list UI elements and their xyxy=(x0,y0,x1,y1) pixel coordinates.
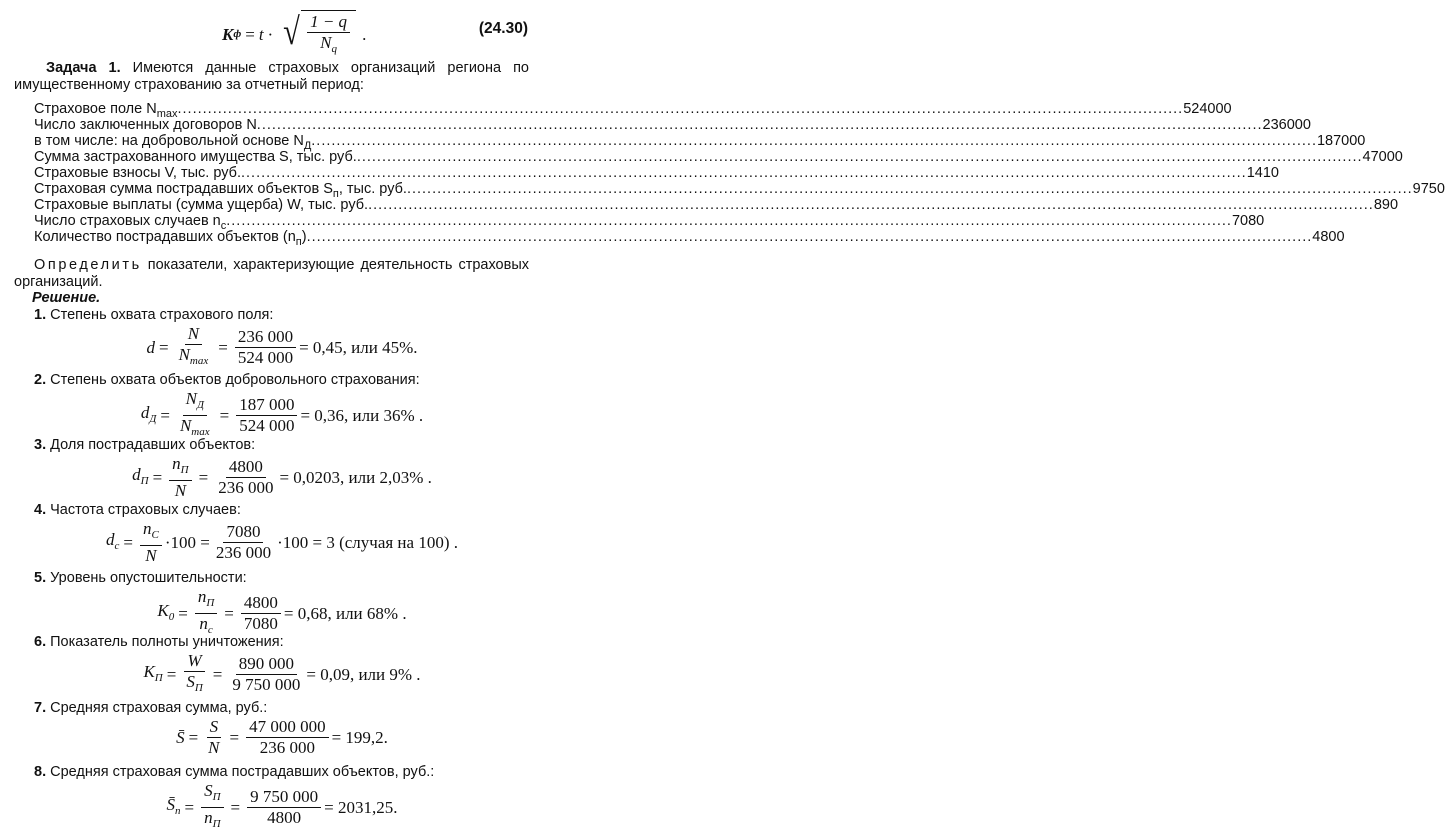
numeric-fraction xyxy=(215,458,276,497)
data-row-value: 4800 xyxy=(1312,229,1345,245)
data-row xyxy=(34,117,1311,133)
fraction-numerator-sub: П xyxy=(212,791,221,803)
fraction-denominator: 524 000 xyxy=(237,348,294,367)
data-row-label xyxy=(34,229,307,248)
fraction-numerator xyxy=(185,325,202,345)
fraction-numerator-sub: С xyxy=(151,529,159,541)
data-row-label-sub: п xyxy=(332,188,339,200)
step-title xyxy=(34,700,530,717)
formula-lhs xyxy=(106,531,119,555)
data-row-label-sub: max xyxy=(156,108,178,120)
data-row-label-sub: Д xyxy=(303,140,312,152)
step-title-text: Доля пострадавших объектов: xyxy=(50,437,256,453)
numeric-fraction xyxy=(235,328,296,367)
symbolic-fraction xyxy=(140,520,162,565)
formula-lhs-sub: Д xyxy=(149,412,157,425)
formula-result: = 199,2. xyxy=(331,728,388,747)
numeric-fraction xyxy=(246,718,329,757)
step-formula xyxy=(34,588,530,639)
equals-sign: = xyxy=(178,604,188,623)
data-row xyxy=(34,197,1399,213)
fraction-numerator-main: n xyxy=(142,519,152,538)
step-number: 4. xyxy=(34,502,47,518)
equals-sign: = xyxy=(152,468,163,487)
data-row-label xyxy=(34,101,178,120)
dot-operator: · xyxy=(267,24,274,44)
fraction-numerator-sub: П xyxy=(180,464,189,476)
leader-dots: ........................................................................................................................................................................................................ xyxy=(311,133,1317,149)
formula-result: = 0,45, или 45%. xyxy=(299,338,418,357)
fraction-denominator-main: N xyxy=(178,345,190,364)
data-row xyxy=(34,101,1232,120)
formula-lhs xyxy=(143,663,162,687)
fraction-numerator: 4800 xyxy=(241,594,281,614)
data-row-label-text: Сумма застрахованного имущества S, тыс. руб. xyxy=(34,149,357,165)
step-formula xyxy=(34,325,530,370)
solution-step xyxy=(34,764,530,830)
numeric-fraction xyxy=(236,396,297,435)
fraction-denominator-main: N xyxy=(179,416,192,435)
leader-dots: ........................................................................................................................................................................................................ xyxy=(406,181,1413,197)
fraction-numerator-main: N xyxy=(185,389,197,408)
radicand-fraction xyxy=(307,13,350,58)
formula-lhs xyxy=(167,796,181,820)
data-row xyxy=(34,149,1403,165)
formula-lhs-main: d xyxy=(106,529,115,549)
data-row-value: 9750 xyxy=(1412,181,1445,197)
data-row-label-sub: п xyxy=(295,236,302,248)
formula-lhs-main: K xyxy=(143,661,155,681)
leader-dots: ........................................................................................................................................................................................................ xyxy=(241,165,1247,181)
leader-dots: ........................................................................................................................................................................................................ xyxy=(368,197,1374,213)
step-title xyxy=(34,502,530,519)
fraction-denominator-sub: П xyxy=(194,682,203,694)
formula-period: . xyxy=(362,24,367,44)
step-title xyxy=(34,570,530,587)
data-row-value: 524000 xyxy=(1183,101,1232,117)
fraction-numerator: 47 000 000 xyxy=(246,718,329,738)
square-root xyxy=(281,10,356,58)
fraction-numerator: 9 750 000 xyxy=(247,788,321,808)
fraction-numerator: 7080 xyxy=(223,523,263,543)
data-row-label xyxy=(34,149,357,165)
step-number: 7. xyxy=(34,700,47,716)
equals-sign: = xyxy=(158,338,169,357)
step-title xyxy=(34,372,530,389)
step-title-text: Частота страховых случаев: xyxy=(50,502,241,518)
symbolic-fraction xyxy=(169,455,191,500)
solution-step xyxy=(34,700,530,757)
data-row-label-after: ) xyxy=(301,229,307,245)
formula-lhs-main: S̄ xyxy=(166,794,175,814)
formula-lhs xyxy=(141,404,157,428)
fraction-denominator-main: N xyxy=(208,738,220,757)
fraction-denominator xyxy=(176,345,212,370)
radicand-denominator-main: N xyxy=(320,33,332,52)
formula-lhs-main: K xyxy=(157,600,169,620)
formula-result: = 0,09, или 9% . xyxy=(306,665,421,684)
fraction-numerator-main: N xyxy=(187,324,200,343)
leader-dots: ........................................................................................................................................................................................................ xyxy=(256,117,1263,133)
formula-24-30-expression xyxy=(222,10,366,58)
step-formula xyxy=(34,520,530,565)
fraction-numerator xyxy=(195,588,217,614)
fraction-numerator: 236 000 xyxy=(235,328,296,348)
formula-lhs-sub: п xyxy=(175,804,181,817)
fraction-numerator-main: n xyxy=(197,587,207,606)
formula-lhs-main: S̄ xyxy=(176,728,185,747)
radicand-denominator xyxy=(317,33,340,58)
fraction-numerator xyxy=(201,782,223,808)
radicand-numerator: 1 − q xyxy=(307,13,350,33)
equals-sign: = xyxy=(230,798,241,817)
fraction-numerator xyxy=(184,652,204,672)
equals-sign: = xyxy=(160,406,170,425)
step-title-text: Уровень опустошительности: xyxy=(50,570,247,586)
fraction-denominator: 9 750 000 xyxy=(232,675,301,694)
task-intro xyxy=(14,60,529,94)
fraction-denominator-sub: П xyxy=(212,818,221,830)
data-row xyxy=(34,165,1279,181)
formula-t: t xyxy=(258,24,264,44)
data-row-value: 47000 xyxy=(1362,149,1403,165)
formula-result: = 2031,25. xyxy=(324,798,398,817)
formula-lhs: K xyxy=(222,24,234,44)
step-formula xyxy=(34,652,530,697)
step-title-text: Показатель полноты уничтожения: xyxy=(50,634,284,650)
fraction-denominator-sub: с xyxy=(207,624,213,636)
step-number: 1. xyxy=(34,307,47,323)
fraction-numerator-main: S xyxy=(209,717,219,736)
data-row-value: 236000 xyxy=(1262,117,1311,133)
step-number: 3. xyxy=(34,437,47,453)
formula-24-30 xyxy=(0,8,540,66)
fraction-numerator: 890 000 xyxy=(236,655,297,675)
fraction-denominator-main: S xyxy=(186,672,195,691)
fraction-denominator xyxy=(172,481,189,500)
fraction-denominator-sub: max xyxy=(191,426,210,438)
data-row-label xyxy=(34,117,257,133)
equals-sign: = xyxy=(229,728,240,747)
step-title xyxy=(34,764,530,781)
data-row-label-text: Число страховых случаев n xyxy=(34,213,221,229)
data-table xyxy=(34,101,1445,248)
fraction-denominator: 524 000 xyxy=(239,416,295,435)
symbolic-fraction xyxy=(183,652,205,697)
data-row-value: 1410 xyxy=(1246,165,1279,181)
fraction-numerator xyxy=(140,520,162,546)
fraction-denominator xyxy=(205,738,222,757)
radicand xyxy=(301,10,356,58)
radical-sign-icon: √ xyxy=(283,11,300,53)
step-number: 5. xyxy=(34,570,47,586)
solution-step xyxy=(34,634,530,694)
fraction-denominator: 236 000 xyxy=(259,738,315,757)
fraction-denominator: 236 000 xyxy=(215,543,272,562)
step-number: 2. xyxy=(34,372,47,388)
leader-dots: ........................................................................................................................................................................................................ xyxy=(356,149,1363,165)
step-title-text: Средняя страховая сумма, руб.: xyxy=(50,700,268,716)
data-row-label-text: Страховое поле N xyxy=(34,101,157,117)
fraction-denominator-main: n xyxy=(204,808,213,827)
data-row xyxy=(34,181,1445,200)
data-row-label-text: Страховые взносы V, тыс. руб. xyxy=(34,165,241,181)
numeric-fraction xyxy=(213,523,274,562)
radicand-denominator-sub: q xyxy=(331,43,337,55)
fraction-denominator: 7080 xyxy=(243,614,278,633)
solution-step xyxy=(34,437,530,500)
fraction-denominator-main: N xyxy=(145,546,157,565)
step-title-text: Степень охвата страхового поля: xyxy=(50,307,274,323)
formula-lhs-sub: ф xyxy=(233,27,242,40)
formula-lhs-sub: П xyxy=(140,474,149,487)
fraction-denominator-sub: max xyxy=(189,355,209,367)
equals-sign: = xyxy=(245,24,255,44)
formula-result: = 0,0203, или 2,03% . xyxy=(279,468,432,487)
step-title-text: Средняя страховая сумма пострадавших объектов, руб.: xyxy=(50,764,435,780)
symbolic-fraction xyxy=(177,390,213,441)
step-title-text: Степень охвата объектов добровольного страхования: xyxy=(50,372,420,388)
data-row-value: 187000 xyxy=(1316,133,1366,149)
fraction-denominator xyxy=(201,808,223,833)
data-row-label-text: Страховая сумма пострадавших объектов S xyxy=(34,181,333,197)
formula-lhs-sub: П xyxy=(154,671,163,684)
data-row xyxy=(34,229,1345,248)
data-row-label-after: , тыс. руб. xyxy=(338,181,407,197)
multiplier: ·100 = xyxy=(164,533,210,552)
symbolic-fraction xyxy=(195,588,217,639)
fraction-numerator-main: W xyxy=(187,651,202,670)
fraction-numerator: 187 000 xyxy=(236,396,297,416)
solution-heading: Решение. xyxy=(32,290,101,306)
numeric-fraction xyxy=(247,788,321,827)
data-row-label-text: Страховые выплаты (сумма ущерба) W, тыс. руб. xyxy=(34,197,369,213)
formula-lhs-sub: 0 xyxy=(168,610,175,623)
equals-sign: = xyxy=(212,665,223,684)
data-row-label-text: Количество пострадавших объектов (n xyxy=(34,229,296,245)
fraction-numerator xyxy=(183,390,207,416)
task-heading: Задача 1. xyxy=(46,60,121,76)
fraction-denominator xyxy=(183,672,205,697)
data-row-label-text: в том числе: на добровольной основе N xyxy=(34,133,304,149)
leader-dots: ........................................................................................................................................................................................................ xyxy=(226,213,1232,229)
formula-lhs xyxy=(157,602,174,626)
fraction-denominator xyxy=(142,546,159,565)
data-row-label xyxy=(34,133,312,152)
task-intro-text: Имеются данные страховых организаций региона по имущественному страхованию за отчетный период: xyxy=(14,60,529,93)
equals-sign: = xyxy=(123,533,133,552)
equals-sign: = xyxy=(184,798,195,817)
formula-result: = 0,36, или 36% . xyxy=(300,406,424,425)
task-text: показатели, характеризующие деятельность страховых организаций. xyxy=(14,257,529,290)
fraction-numerator-main: n xyxy=(172,454,181,473)
formula-result: = 0,68, или 68% . xyxy=(283,604,407,623)
step-formula xyxy=(34,718,530,757)
data-row-label xyxy=(34,213,227,232)
leader-dots: ........................................................................................................................................................................................................ xyxy=(306,229,1313,245)
equals-sign: = xyxy=(188,728,199,747)
numeric-fraction xyxy=(229,655,303,694)
formula-lhs xyxy=(176,729,185,746)
step-title xyxy=(34,634,530,651)
symbolic-fraction xyxy=(176,325,212,370)
fraction-denominator: 4800 xyxy=(267,808,302,827)
data-row-label-sub: с xyxy=(220,220,227,232)
leader-dots: ........................................................................................................................................................................................................ xyxy=(177,101,1184,117)
equals-sign: = xyxy=(224,604,234,623)
step-formula xyxy=(34,390,530,441)
numeric-fraction xyxy=(241,594,281,633)
equals-sign: = xyxy=(218,338,228,357)
solution-step xyxy=(34,502,530,565)
fraction-numerator-sub: Д xyxy=(196,399,204,411)
data-row-label xyxy=(34,181,407,200)
step-formula xyxy=(34,782,530,833)
step-title xyxy=(34,307,530,324)
formula-lhs xyxy=(146,339,155,356)
solution-step xyxy=(34,372,530,438)
fraction-numerator xyxy=(169,455,191,481)
formula-result: ·100 = 3 (случая на 100) . xyxy=(277,533,458,552)
fraction-denominator-main: n xyxy=(199,614,208,633)
formula-lhs-main: d xyxy=(132,464,141,484)
formula-lhs-main: d xyxy=(140,402,150,422)
formula-lhs-sub: с xyxy=(114,539,120,552)
fraction-numerator-sub: П xyxy=(206,597,215,609)
fraction-denominator-main: N xyxy=(174,481,187,500)
equation-number: (24.30) xyxy=(478,20,528,37)
equals-sign: = xyxy=(198,468,209,487)
equals-sign: = xyxy=(166,665,177,684)
step-title xyxy=(34,437,530,454)
fraction-denominator: 236 000 xyxy=(218,478,274,497)
formula-lhs xyxy=(132,466,148,490)
fraction-numerator-main: S xyxy=(204,781,213,800)
data-row-label-text: Число заключенных договоров N xyxy=(34,117,257,133)
data-row-label xyxy=(34,197,368,213)
equals-sign: = xyxy=(219,406,230,425)
formula-lhs-main: d xyxy=(146,338,155,357)
solution-step xyxy=(34,570,530,636)
data-row-label xyxy=(34,165,241,181)
step-formula xyxy=(34,455,530,500)
data-row xyxy=(34,213,1265,232)
fraction-numerator xyxy=(207,718,222,738)
data-row-value: 890 xyxy=(1373,197,1399,213)
symbolic-fraction xyxy=(205,718,222,757)
fraction-numerator: 4800 xyxy=(226,458,266,478)
solution-step xyxy=(34,307,530,367)
task-statement xyxy=(14,257,529,291)
step-number: 6. xyxy=(34,634,47,650)
symbolic-fraction xyxy=(201,782,223,833)
task-verb: Определить xyxy=(34,257,142,273)
data-row-value: 7080 xyxy=(1231,213,1265,229)
data-row xyxy=(34,133,1366,152)
step-number: 8. xyxy=(34,764,47,780)
